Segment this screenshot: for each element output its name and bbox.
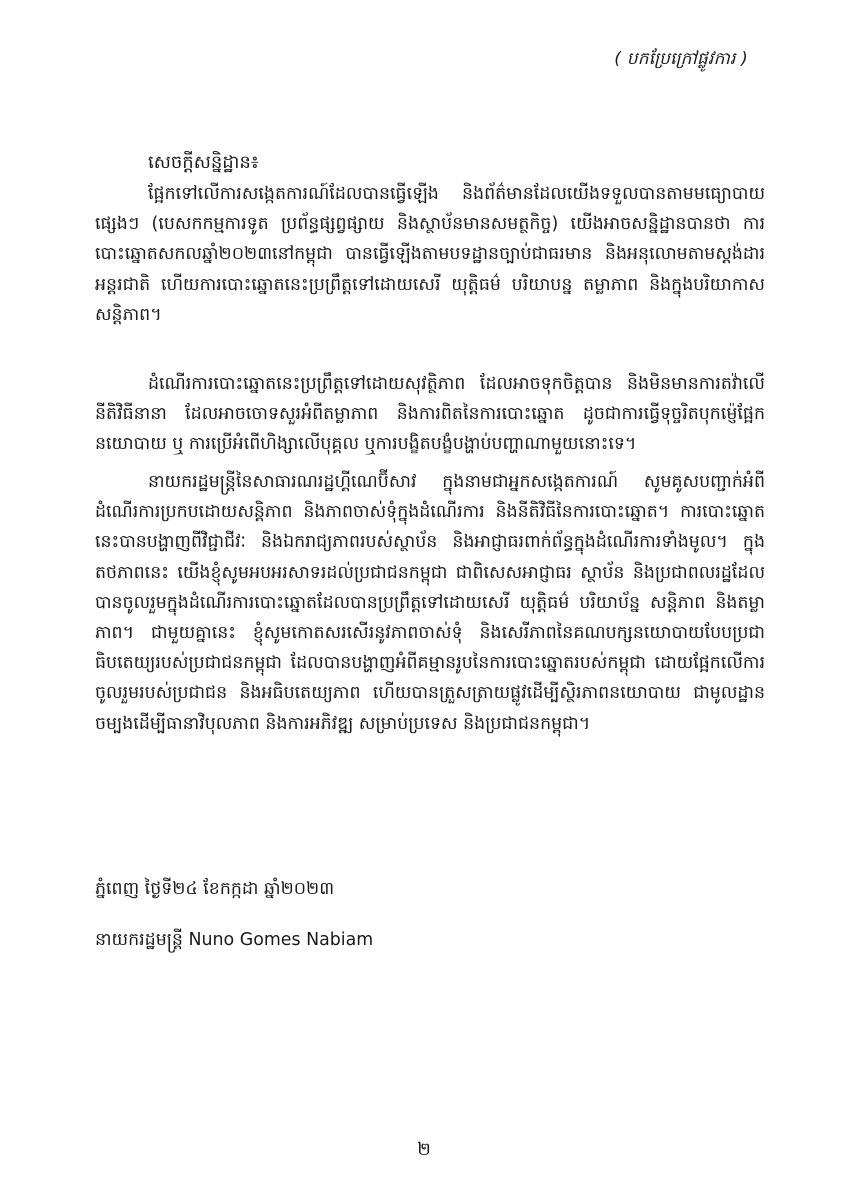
paragraph-2: ដំណើរការបោះឆ្នោតនេះប្រព្រឹត្តទៅដោយសុវត្ថិភាព ដែលអាចទុកចិត្តបាន និងមិនមានការតវ៉ាលើនីតិវិធីនានា ដែលអាចចោទសួរអំពីតម្លាភាព និងការពិតនៃការបោះឆ្នោត ដូចជាការធ្វើទុច្ចរិតបុកម៉្ញេផ្អែកនយោបាយ ឬ ការប្រើអំពើហិង្សាលើបុគ្គល ឬការបង្ខិតបង្ខំបង្ហាប់បញ្ហាណាមួយនោះទេ។: [95, 374, 765, 455]
conclusion-heading: សេចក្ដីសន្និដ្ឋាន៖: [148, 152, 259, 173]
page-number: ២: [417, 1139, 431, 1160]
date-line: ភ្នំពេញ ថ្ងៃទី២៤ ខែកក្កដា ឆ្នាំ២០២៣: [95, 879, 335, 899]
unofficial-translation-note: ( បកប្រែក្រៅផ្លូវការ ): [614, 49, 748, 69]
signature: នាយករដ្ឋមន្ត្រី Nuno Gomes Nabiam: [95, 930, 374, 950]
paragraph-3: នាយករដ្ឋមន្ត្រីនៃសាធារណរដ្ឋហ្គីណេប៊ីសាវ ក្នុងនាមជាអ្នកសង្កេតការណ៍ សូមគូសបញ្ជាក់អំពីដំណើរការប្រកបដោយសន្តិភាព និងភាពចាស់ទុំក្នុងដំណើរការ និងនីតិវិធីនៃការបោះឆ្នោត។ ការបោះឆ្នោតនេះបានបង្ហាញពីវិជ្ជាជីវៈ និងឯករាជ្យភាពរបស់ស្ថាប័ន និងអាជ្ញាធរពាក់ព័ន្ធក្នុងដំណើរការទាំងមូល។ ក្នុងតថភាពនេះ យើងខ្ញុំសូមអបអរសាទរដល់ប្រជាជនកម្ពុជា ជាពិសេសអាជ្ញាធរ ស្ថាប័ន និងប្រជាពលរដ្ឋដែលបានចូលរួមក្នុងដំណើរការបោះឆ្នោតដែលបានប្រព្រឹត្តទៅដោយសេរី យុត្តិធម៌ បរិយាប័ន្ន សន្តិភាព និងតម្លាភាព។ ជាមួយគ្នានេះ ខ្ញុំសូមកោតសរសើរនូវភាពចាស់ទុំ និងសេរីភាពនៃគណបក្សនយោបាយបែបប្រជាធិបតេយ្យរបស់ប្រជាជនកម្ពុជា ដែលបានបង្ហាញអំពីគម្មានរូបនៃការបោះឆ្នោតរបស់កម្ពុជា ដោយផ្អែកលើការចូលរួមរបស់ប្រជាជន និងអធិបតេយ្យភាព ហើយបានត្រួសត្រាយផ្លូវដើម្បីស្ថិរភាពនយោបាយ ជាមូលដ្ឋានចម្បងដើម្បីធានាវិបុលភាព និងការអភិវឌ្ឍ សម្រាប់ប្រទេស និងប្រជាជនកម្ពុជា។: [95, 472, 765, 734]
paragraph-1: ផ្អែកទៅលើការសង្កេតការណ៍ដែលបានធ្វើឡើង និងព័ត៌មានដែលយើងទទួលបានតាមមធ្យោបាយផ្សេងៗ (បេសកកម្មការទូត ប្រព័ន្ធផ្សព្វផ្សាយ និងស្ថាប័នមានសមត្ថកិច្ច) យើងអាចសន្និដ្ឋានបានថា ការបោះឆ្នោតសកលឆ្នាំ២០២៣នៅកម្ពុជា បានធ្វើឡើងតាមបទដ្ឋានច្បាប់ជាធរមាន និងអនុលោមតាមស្តង់ដារអន្តរជាតិ ហើយការបោះឆ្នោតនេះប្រព្រឹត្តទៅដោយសេរី យុត្តិធម៌ បរិយាបន្ន តម្លាភាព និងក្នុងបរិយាកាសសន្តិភាព។: [95, 184, 765, 325]
